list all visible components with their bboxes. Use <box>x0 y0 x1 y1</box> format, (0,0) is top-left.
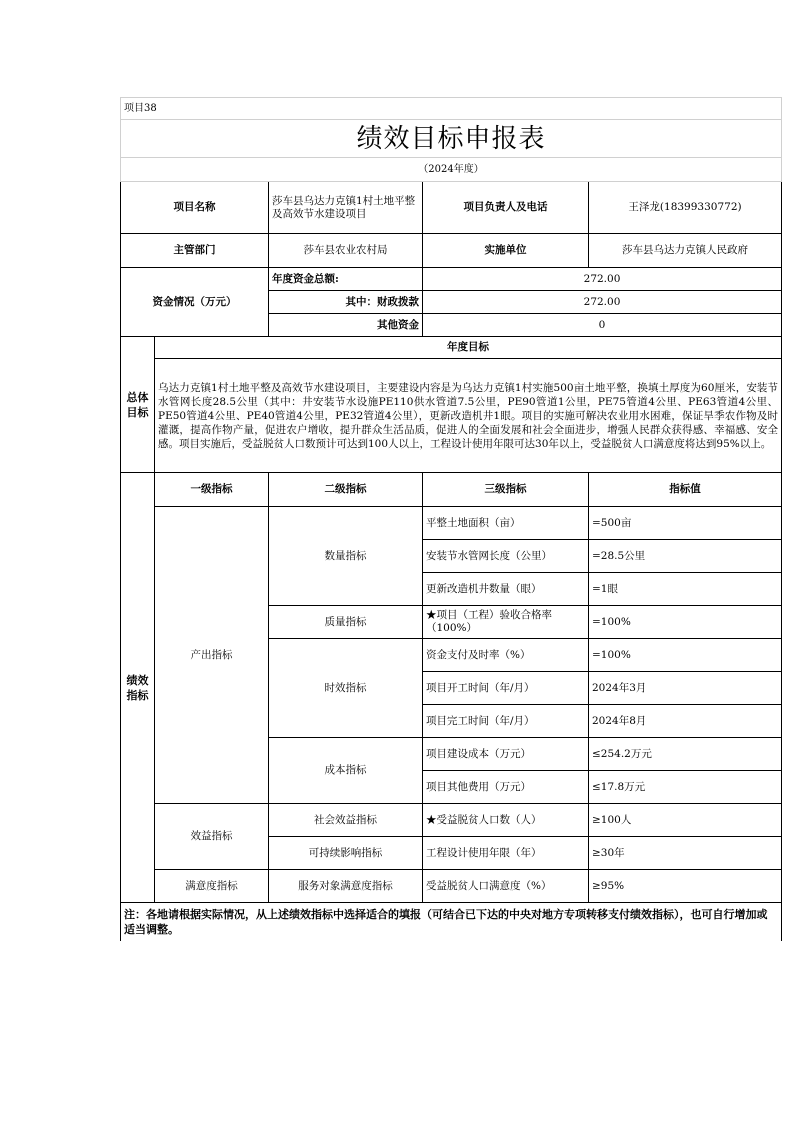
indicator-name: 项目建设成本（万元） <box>423 738 589 771</box>
level2-social: 社会效益指标 <box>269 804 423 837</box>
annual-goal-header: 年度目标 <box>155 337 782 359</box>
indicator-value: =100% <box>589 639 782 672</box>
level2-time: 时效指标 <box>269 639 423 738</box>
level1-satisfaction: 满意度指标 <box>155 870 269 903</box>
project-name-label: 项目名称 <box>121 182 269 234</box>
funds-other-label: 其他资金 <box>269 314 423 337</box>
page-title: 绩效目标申报表 <box>121 120 782 158</box>
impl-label: 实施单位 <box>423 234 589 268</box>
owner-label: 项目负责人及电话 <box>423 182 589 234</box>
level2-satisfaction: 服务对象满意度指标 <box>269 870 423 903</box>
funds-other-value: 0 <box>423 314 782 337</box>
indicator-value: =1眼 <box>589 573 782 606</box>
dept-value: 莎车县农业农村局 <box>269 234 423 268</box>
indicator-name: 平整土地面积（亩） <box>423 507 589 540</box>
form-table <box>120 97 782 941</box>
indicator-value: =28.5公里 <box>589 540 782 573</box>
indicator-value: ≥100人 <box>589 804 782 837</box>
fiscal-year: （2024年度） <box>121 158 782 182</box>
col-level2: 二级指标 <box>269 473 423 507</box>
col-level1: 一级指标 <box>155 473 269 507</box>
indicator-value: =100% <box>589 606 782 639</box>
level1-output: 产出指标 <box>155 507 269 804</box>
indicator-name: 项目其他费用（万元） <box>423 771 589 804</box>
funds-finance-value: 272.00 <box>423 291 782 314</box>
indicator-name: 资金支付及时率（%） <box>423 639 589 672</box>
indicator-value: 2024年8月 <box>589 705 782 738</box>
indicator-name: ★项目（工程）验收合格率（100%） <box>423 606 589 639</box>
indicator-value: =500亩 <box>589 507 782 540</box>
indicator-name: 更新改造机井数量（眼） <box>423 573 589 606</box>
annual-goal-text: 乌达力克镇1村土地平整及高效节水建设项目，主要建设内容是为乌达力克镇1村实施500亩土地平整，换填土厚度为60厘米，安装节水管网长度28.5公里（其中：井安装节水设施PE110供水管道7.5公里，PE90管道1公里，PE75管道4公里、PE63管道4公里、PE50管道4公里、PE40管道4公里，PE32管道4公里），更新改造机井1眼。项目的实施可解决农业用水困难，保证旱季农作物及时灌溉，提高作物产量，促进农户增收，提升群众生活品质，促进人的全面发展和社会全面进步，增强人民群众获得感、幸福感、安全感。项目实施后，受益脱贫人口数预计可达到100人以上，工程设计使用年限可达30年以上，受益脱贫人口满意度将达到95%以上。 <box>155 359 782 473</box>
indicator-value: 2024年3月 <box>589 672 782 705</box>
indicator-name: 项目完工时间（年/月） <box>423 705 589 738</box>
funds-total-label: 年度资金总额: <box>269 268 423 291</box>
performance-form <box>120 97 781 941</box>
funds-finance-label: 其中：财政拨款 <box>269 291 423 314</box>
indicator-value: ≥30年 <box>589 837 782 870</box>
funds-total-value: 272.00 <box>423 268 782 291</box>
project-name-value: 莎车县乌达力克镇1村土地平整及高效节水建设项目 <box>269 182 423 234</box>
dept-label: 主管部门 <box>121 234 269 268</box>
funds-label: 资金情况（万元） <box>121 268 269 337</box>
footnote: 注：各地请根据实际情况，从上述绩效指标中选择适合的填报（可结合已下达的中央对地方专项转移支付绩效指标），也可自行增加或适当调整。 <box>121 903 782 941</box>
indicator-name: 受益脱贫人口满意度（%） <box>423 870 589 903</box>
level2-quality: 质量指标 <box>269 606 423 639</box>
owner-value: 王泽龙(18399330772) <box>589 182 782 234</box>
indicator-name: 安装节水管网长度（公里） <box>423 540 589 573</box>
indicator-value: ≤17.8万元 <box>589 771 782 804</box>
level2-quantity: 数量指标 <box>269 507 423 606</box>
level2-sustain: 可持续影响指标 <box>269 837 423 870</box>
overall-goal-label: 总体目标 <box>121 337 155 473</box>
project-number: 项目38 <box>121 98 782 120</box>
indicator-value: ≥95% <box>589 870 782 903</box>
level2-cost: 成本指标 <box>269 738 423 804</box>
indicator-name: 项目开工时间（年/月） <box>423 672 589 705</box>
level1-benefit: 效益指标 <box>155 804 269 870</box>
col-level3: 三级指标 <box>423 473 589 507</box>
indicator-value: ≤254.2万元 <box>589 738 782 771</box>
indicators-label: 绩效指标 <box>121 473 155 903</box>
indicator-name: ★受益脱贫人口数（人） <box>423 804 589 837</box>
impl-value: 莎车县乌达力克镇人民政府 <box>589 234 782 268</box>
col-value: 指标值 <box>589 473 782 507</box>
indicator-name: 工程设计使用年限（年） <box>423 837 589 870</box>
